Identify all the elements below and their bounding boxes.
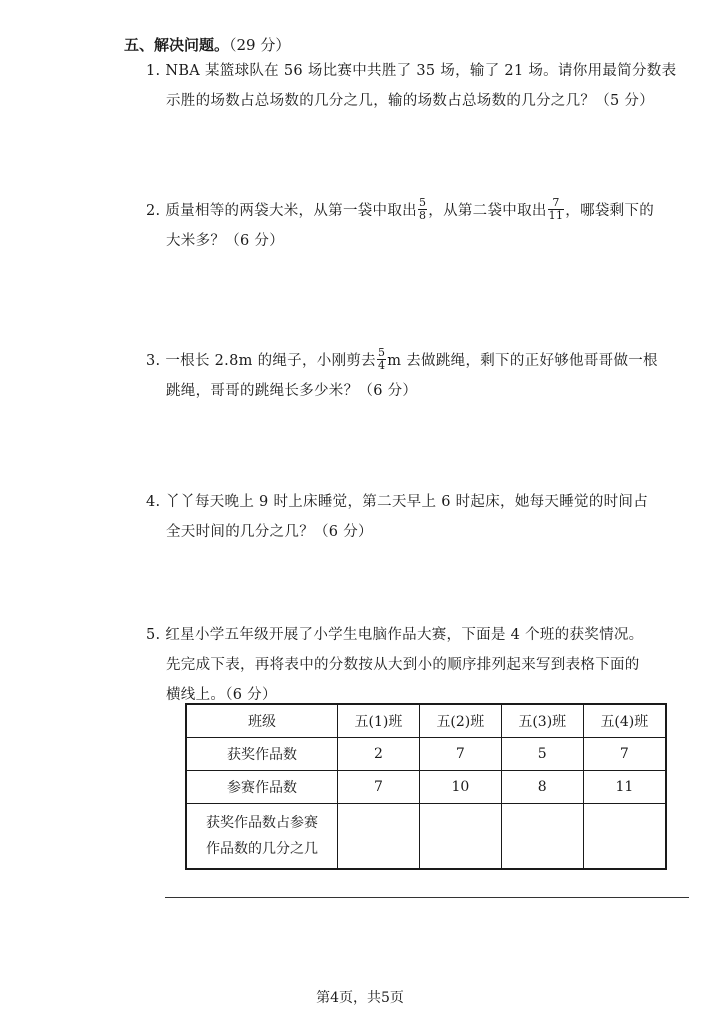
table-row-label [186,804,338,870]
question-2-line-2: 大米多？（6 分） [166,233,285,249]
question-4 [146,487,692,547]
table-row-label: 参赛作品数 [186,771,338,804]
table-row-label: 获奖作品数 [186,738,338,771]
question-1-line-2: 示胜的场数占总场数的几分之几，输的场数占总场数的几分之几？（5 分） [166,93,655,109]
answer-cell[interactable] [501,804,583,870]
question-1-line-1: 1. NBA 某篮球队在 56 场比赛中共胜了 35 场，输了 21 场。请你用最简分数表 [146,63,677,79]
page-footer: 第4页，共5页 [316,990,404,1006]
question-2-line-1 [146,196,692,226]
section-points: （29 分） [229,36,291,54]
answer-blank-line[interactable] [165,897,689,898]
table-header-row [186,704,666,738]
question-3-text-a: 3. 一根长 2.8m 的绳子，小刚剪去 [146,353,376,369]
fraction-5-4 [377,347,386,372]
fraction-denominator: 11 [548,208,564,222]
section-heading: 五、解决问题。 [124,36,230,54]
table-cell: 7 [419,738,501,771]
answer-cell[interactable] [338,804,420,870]
fraction-denominator: 8 [418,208,427,222]
question-3 [146,346,692,406]
fraction-7-11 [548,197,565,222]
table-row-label-line-1: 获奖作品数占参赛 [206,815,318,831]
awards-table [185,703,667,870]
table-header-cell: 五(1)班 [338,704,420,738]
answer-cell[interactable] [419,804,501,870]
question-4-line-2: 全天时间的几分之几？（6 分） [166,524,373,540]
question-2-text-a: 2. 质量相等的两袋大米，从第一袋中取出 [146,203,417,219]
question-5 [146,620,692,710]
question-4-line-1: 4. 丫丫每天晚上 9 时上床睡觉，第二天早上 6 时起床，她每天睡觉的时间占 [146,494,649,510]
question-3-text-b: m 去做跳绳，剩下的正好够他哥哥做一根 [387,353,658,369]
section-title [124,34,290,55]
table-header-cell: 班级 [186,704,338,738]
table-cell: 7 [583,738,666,771]
question-2-text-b: ，从第二袋中取出 [428,203,547,219]
table-header-cell: 五(4)班 [583,704,666,738]
table-cell: 5 [501,738,583,771]
question-2 [146,196,692,256]
question-2-text-c: ，哪袋剩下的 [565,203,655,219]
table-cell: 2 [338,738,420,771]
table-row-fraction [186,804,666,870]
fraction-numerator: 7 [548,197,565,210]
answer-cell[interactable] [583,804,666,870]
question-5-line-1: 5. 红星小学五年级开展了小学生电脑作品大赛，下面是 4 个班的获奖情况。 [146,627,644,643]
question-1 [146,56,692,116]
fraction-numerator: 5 [377,345,386,359]
question-5-line-3: 横线上。（6 分） [166,687,277,703]
fraction-numerator: 5 [418,195,427,209]
question-5-line-2: 先完成下表，再将表中的分数按从大到小的顺序排列起来写到表格下面的 [166,657,640,673]
table-cell: 7 [338,771,420,804]
fraction-5-8 [418,197,427,222]
table-cell: 10 [419,771,501,804]
table-header-cell: 五(2)班 [419,704,501,738]
table-row-awards [186,738,666,771]
fraction-denominator: 4 [377,358,386,372]
table-row-entries [186,771,666,804]
table-cell: 11 [583,771,666,804]
question-3-line-1 [146,346,692,376]
table-cell: 8 [501,771,583,804]
table-header-cell: 五(3)班 [501,704,583,738]
question-3-line-2: 跳绳，哥哥的跳绳长多少米？（6 分） [166,383,418,399]
table-row-label-line-2: 作品数的几分之几 [206,841,318,857]
